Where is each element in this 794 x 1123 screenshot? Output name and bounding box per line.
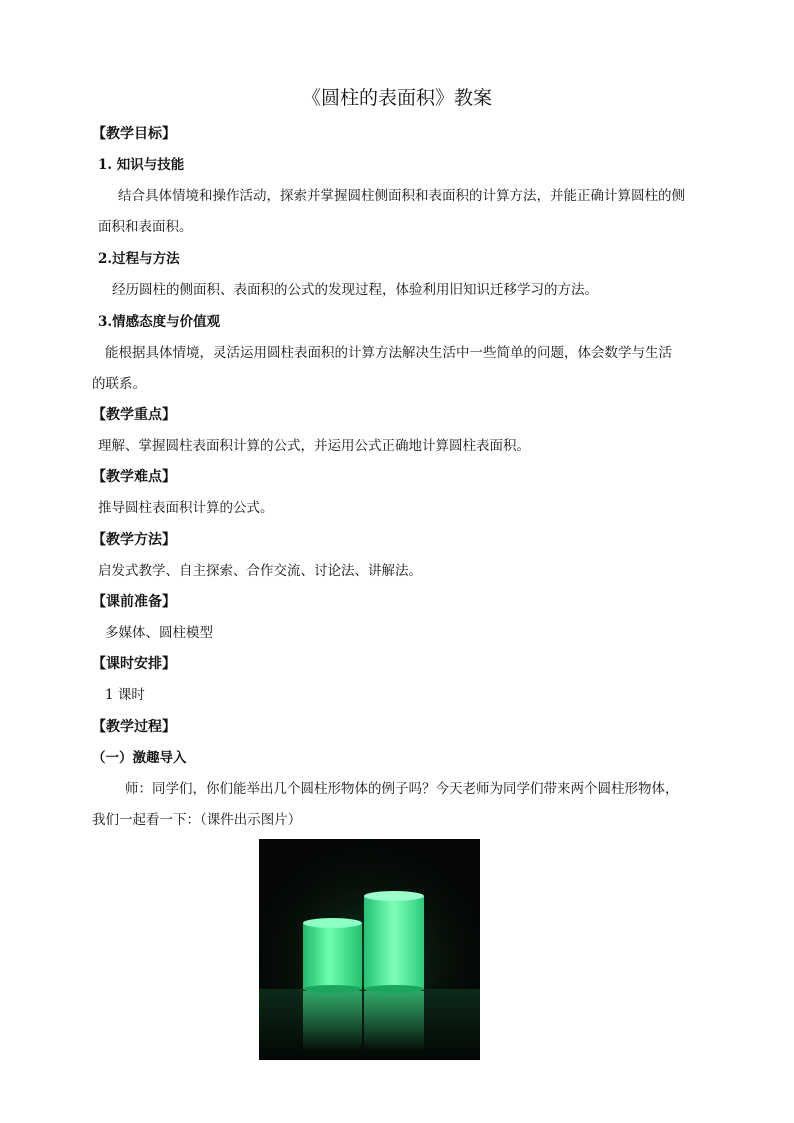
document-title: 《圆柱的表面积》教案 bbox=[301, 87, 492, 109]
goal3-text: 能根据具体情境，灵活运用圆柱表面积的计算方法解决生活中一些简单的问题，体会数学与生活 bbox=[105, 345, 672, 361]
difficulty-heading: 【教学难点】 bbox=[92, 469, 176, 485]
goal2-text: 经历圆柱的侧面积、表面积的公式的发现过程，体验利用旧知识迁移学习的方法。 bbox=[112, 282, 598, 298]
goal3-text-cont: 的联系。 bbox=[92, 376, 146, 392]
prep-heading: 【课前准备】 bbox=[92, 594, 176, 610]
process-text-cont: 我们一起看一下：（课件出示图片） bbox=[92, 812, 302, 828]
goal3-title: 3.情感态度与价值观 bbox=[98, 314, 221, 330]
schedule-text: 1 课时 bbox=[105, 687, 145, 703]
prep-text: 多媒体、圆柱模型 bbox=[105, 625, 213, 641]
difficulty-text: 推导圆柱表面积计算的公式。 bbox=[98, 500, 274, 516]
goal1-text: 结合具体情境和操作活动，探索并掌握圆柱侧面积和表面积的计算方法，并能正确计算圆柱的侧 bbox=[118, 188, 685, 204]
process-subheading: （一）激趣导入 bbox=[92, 750, 187, 766]
key-heading: 【教学重点】 bbox=[92, 407, 176, 423]
glowing-cylinders-photo bbox=[259, 839, 480, 1060]
schedule-heading: 【课时安排】 bbox=[92, 656, 176, 672]
method-text: 启发式教学、自主探索、合作交流、讨论法、讲解法。 bbox=[98, 563, 422, 579]
goal2-title: 2.过程与方法 bbox=[98, 251, 180, 267]
process-text: 师：同学们，你们能举出几个圆柱形物体的例子吗？今天老师为同学们带来两个圆柱形物体， bbox=[125, 781, 679, 797]
goal1-title: 1. 知识与技能 bbox=[98, 157, 185, 173]
method-heading: 【教学方法】 bbox=[92, 532, 176, 548]
goals-heading: 【教学目标】 bbox=[92, 126, 176, 142]
key-text: 理解、掌握圆柱表面积计算的公式，并运用公式正确地计算圆柱表面积。 bbox=[98, 438, 530, 454]
goal1-text-cont: 面积和表面积。 bbox=[98, 219, 193, 235]
process-heading: 【教学过程】 bbox=[92, 719, 176, 735]
